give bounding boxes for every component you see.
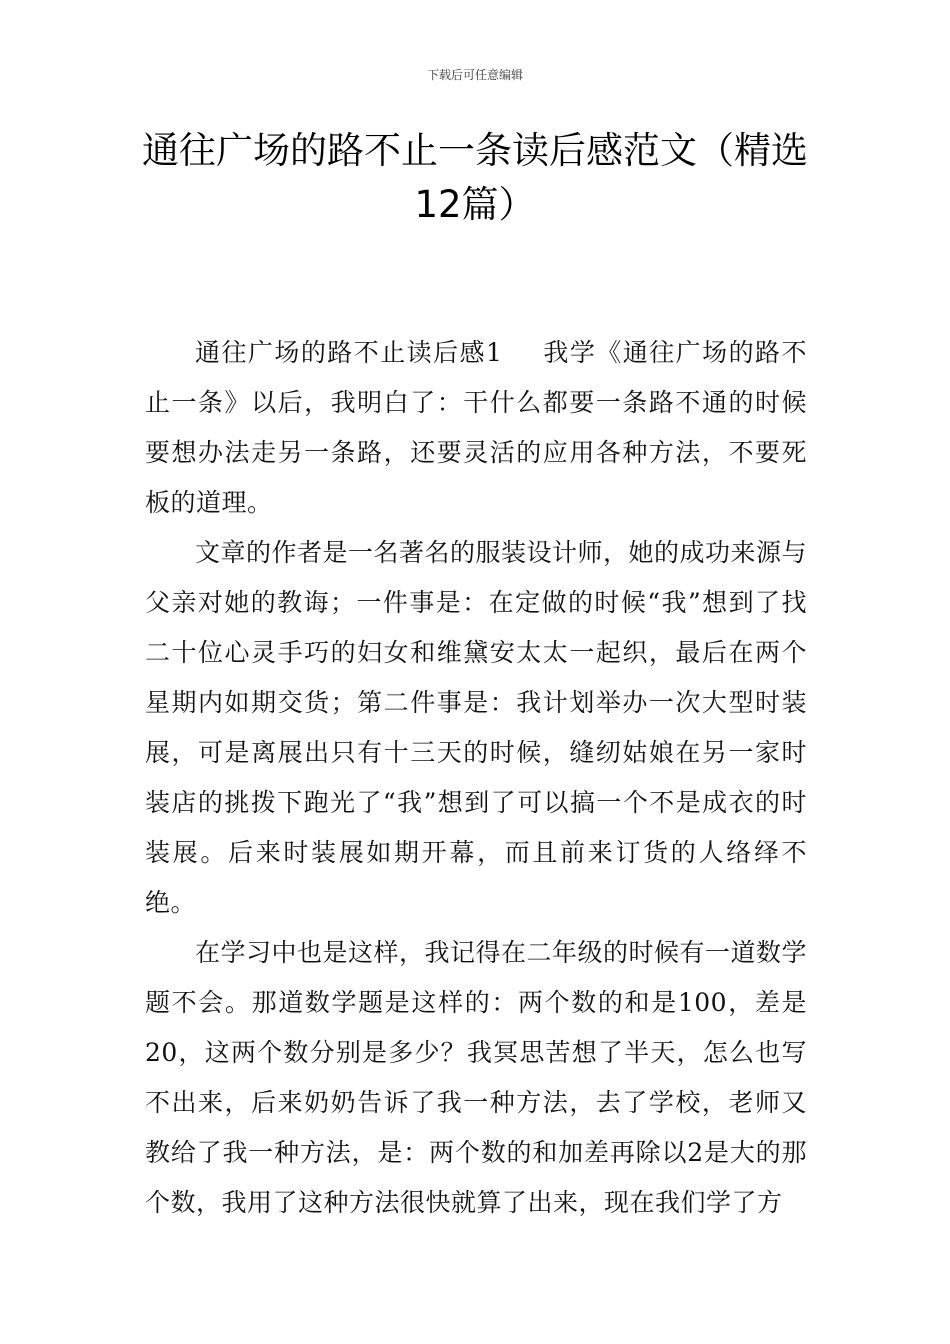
paragraph-1 bbox=[145, 328, 807, 528]
title-line-2: 12篇） bbox=[414, 183, 536, 226]
document-title bbox=[140, 124, 810, 232]
essay-heading: 通往广场的路不止读后感1 bbox=[195, 338, 503, 367]
paragraph-3: 在学习中也是这样，我记得在二年级的时候有一道数学题不会。那道数学题是这样的：两个数的和是100，差是20，这两个数分别是多少？我冥思苦想了半天，怎么也写不出来，后来奶奶告诉了我一种方法，去了学校，老师又教给了我一种方法，是：两个数的和加差再除以2是大的那个数，我用了这种方法很快就算了出来，现在我们学了方 bbox=[145, 938, 808, 1217]
document-body bbox=[145, 328, 807, 1228]
header-note: 下载后可任意编辑 bbox=[426, 68, 523, 82]
paragraph-1-text: 我学《通往广场的路不止一条》以后，我明白了：干什么都要一条路不通的时候要想办法走另一条路，还要灵活的应用各种方法，不要死板的道理。 bbox=[145, 338, 807, 517]
title-line-1: 通往广场的路不止一条读后感范文（精选 bbox=[142, 129, 808, 172]
paragraph-2: 文章的作者是一名著名的服装设计师，她的成功来源与父亲对她的教诲；一件事是：在定做的时候“我”想到了找二十位心灵手巧的妇女和维黛安太太一起织，最后在两个星期内如期交货；第二件事是：我计划举办一次大型时装展，可是离展出只有十三天的时候，缝纫姑娘在另一家时装店的挑拨下跑光了“我”想到了可以搞一个不是成衣的时装展。后来时装展如期开幕，而且前来订货的人络绎不绝。 bbox=[145, 538, 808, 917]
